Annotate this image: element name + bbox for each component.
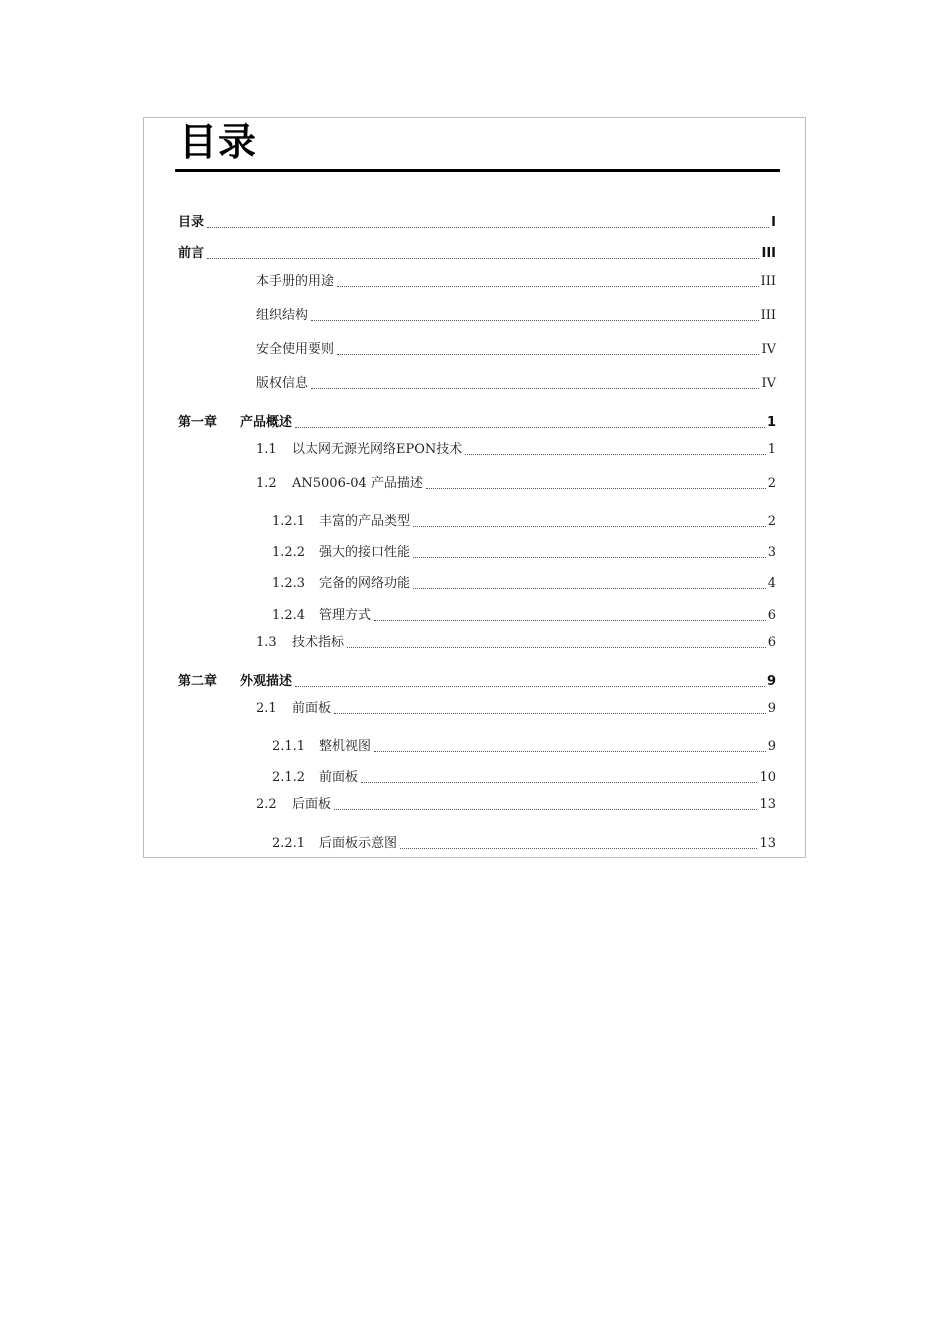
toc-page-number: III bbox=[760, 274, 776, 289]
toc-entry[interactable] bbox=[256, 699, 776, 717]
toc-dot-leader bbox=[337, 354, 759, 355]
toc-dot-leader bbox=[361, 782, 757, 783]
toc-page-number: 1 bbox=[766, 415, 776, 430]
toc-entry-number: 1.2.3 bbox=[272, 576, 306, 591]
toc-entry-title: 整机视图 bbox=[319, 739, 372, 754]
toc-entry-title: 强大的接口性能 bbox=[319, 545, 411, 560]
toc-entry[interactable] bbox=[272, 574, 776, 592]
toc-entry-title: 以太网无源光网络EPON技术 bbox=[292, 442, 463, 457]
toc-entry[interactable] bbox=[272, 768, 776, 786]
toc-page-number: 13 bbox=[759, 836, 776, 851]
toc-entry-number: 第二章 bbox=[178, 674, 218, 689]
toc-entry[interactable] bbox=[256, 374, 776, 392]
toc-dot-leader bbox=[337, 286, 759, 287]
toc-entry-title: 前面板 bbox=[319, 770, 359, 785]
toc-entry-number: 2.2.1 bbox=[272, 836, 306, 851]
toc-entry-number: 2.1.2 bbox=[272, 770, 306, 785]
toc-entry-title: 后面板示意图 bbox=[319, 836, 398, 851]
toc-dot-leader bbox=[207, 258, 759, 259]
toc-page-number: 3 bbox=[767, 545, 776, 560]
toc-entry[interactable] bbox=[272, 737, 776, 755]
toc-page-number: IV bbox=[761, 342, 776, 357]
toc-dot-leader bbox=[207, 227, 769, 228]
toc-dot-leader bbox=[413, 588, 766, 589]
toc-dot-leader bbox=[347, 647, 766, 648]
toc-dot-leader bbox=[465, 454, 765, 455]
toc-dot-leader bbox=[413, 526, 766, 527]
toc-entry-number: 2.1.1 bbox=[272, 739, 306, 754]
toc-entry[interactable] bbox=[272, 606, 776, 624]
toc-entry[interactable] bbox=[178, 672, 776, 690]
toc-entry-number: 1.2.4 bbox=[272, 608, 306, 623]
toc-entry-title: 技术指标 bbox=[292, 635, 345, 650]
toc-entry-number: 1.2.1 bbox=[272, 514, 306, 529]
toc-dot-leader bbox=[374, 620, 766, 621]
toc-dot-leader bbox=[400, 848, 757, 849]
page-title: 目录 bbox=[179, 120, 258, 164]
toc-entry-title: 本手册的用途 bbox=[256, 274, 335, 289]
toc-entry[interactable] bbox=[178, 413, 776, 431]
toc-entry-number: 1.2.2 bbox=[272, 545, 306, 560]
toc-entry-title: 版权信息 bbox=[256, 376, 309, 391]
toc-entry-number: 1.2 bbox=[256, 476, 277, 491]
toc-dot-leader bbox=[413, 557, 766, 558]
toc-entry-title: 前面板 bbox=[292, 701, 332, 716]
toc-page-number: 2 bbox=[767, 476, 776, 491]
toc-page-number: III bbox=[761, 246, 776, 261]
toc-entry[interactable] bbox=[178, 244, 776, 262]
toc-entry[interactable] bbox=[256, 795, 776, 813]
toc-page-number: IV bbox=[761, 376, 776, 391]
toc-page-number: 13 bbox=[759, 797, 776, 812]
toc-entry[interactable] bbox=[272, 512, 776, 530]
toc-entry[interactable] bbox=[256, 306, 776, 324]
toc-entry[interactable] bbox=[256, 633, 776, 651]
toc-entry[interactable] bbox=[256, 474, 776, 492]
toc-page-number: III bbox=[760, 308, 776, 323]
toc-entry-number: 1.3 bbox=[256, 635, 277, 650]
toc-page-number: I bbox=[771, 215, 776, 230]
toc-page-number: 4 bbox=[767, 576, 776, 591]
toc-entry-title: 目录 bbox=[178, 215, 205, 230]
toc-entry[interactable] bbox=[256, 272, 776, 290]
toc-dot-leader bbox=[334, 809, 757, 810]
toc-dot-leader bbox=[334, 713, 766, 714]
toc-entry[interactable] bbox=[272, 543, 776, 561]
toc-entry-number: 1.1 bbox=[256, 442, 277, 457]
toc-entry-title: 管理方式 bbox=[319, 608, 372, 623]
toc-entry-title: 安全使用要则 bbox=[256, 342, 335, 357]
toc-entry[interactable] bbox=[272, 834, 776, 852]
toc-entry-number: 2.1 bbox=[256, 701, 277, 716]
toc-page-number: 9 bbox=[767, 701, 776, 716]
toc-entry-title: 外观描述 bbox=[240, 674, 293, 689]
toc-dot-leader bbox=[295, 686, 765, 687]
toc-page-number: 9 bbox=[766, 674, 776, 689]
toc-entry[interactable] bbox=[256, 440, 776, 458]
toc-dot-leader bbox=[295, 427, 765, 428]
toc-entry-title: 产品概述 bbox=[240, 415, 293, 430]
toc-dot-leader bbox=[426, 488, 766, 489]
toc-page-number: 10 bbox=[759, 770, 776, 785]
title-rule bbox=[175, 169, 780, 172]
toc-entry-number: 第一章 bbox=[178, 415, 218, 430]
toc-page-number: 2 bbox=[767, 514, 776, 529]
toc-entry[interactable] bbox=[178, 213, 776, 231]
toc-page-number: 9 bbox=[767, 739, 776, 754]
toc-page-number: 6 bbox=[767, 608, 776, 623]
toc-entry-number: 2.2 bbox=[256, 797, 277, 812]
toc-page-number: 1 bbox=[767, 442, 776, 457]
toc-entry-title: 组织结构 bbox=[256, 308, 309, 323]
toc-entry-title: 后面板 bbox=[292, 797, 332, 812]
toc-entry-title: 完备的网络功能 bbox=[319, 576, 411, 591]
toc-entry-title: 前言 bbox=[178, 246, 205, 261]
toc-dot-leader bbox=[311, 388, 759, 389]
toc-dot-leader bbox=[374, 751, 766, 752]
toc-page bbox=[143, 117, 806, 858]
toc-entry-title: 丰富的产品类型 bbox=[319, 514, 411, 529]
toc-dot-leader bbox=[311, 320, 759, 321]
toc-entry[interactable] bbox=[256, 340, 776, 358]
toc-entry-title: AN5006-04 产品描述 bbox=[292, 476, 423, 491]
toc-page-number: 6 bbox=[767, 635, 776, 650]
